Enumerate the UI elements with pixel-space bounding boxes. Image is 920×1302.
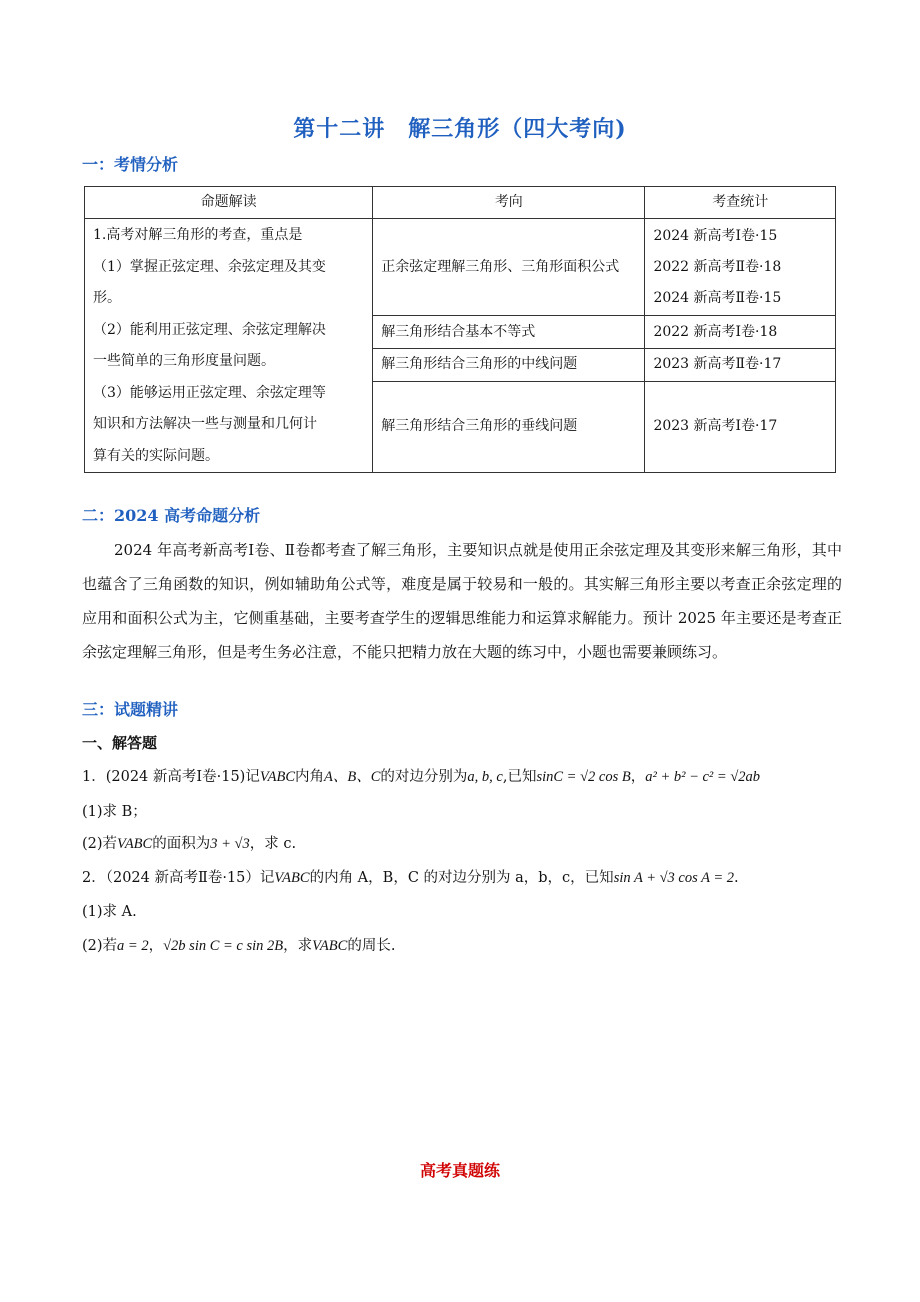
section-heading-analysis: 一：考情分析 (82, 155, 179, 174)
reading-line: （2）能利用正弦定理、余弦定理解决 (93, 321, 326, 338)
reading-line: 1.高考对解三角形的考查，重点是 (93, 227, 303, 243)
question-1 (82, 765, 760, 786)
triangle-label: VABC (312, 938, 348, 954)
section-heading-2024-analysis: 二：2024 高考命题分析 (82, 506, 261, 525)
question-1-text: ,已知 (502, 769, 537, 785)
question-2-part-1: (1)求 A. (82, 904, 137, 920)
part-text: 的面积为 (152, 836, 211, 852)
condition-formula: a = 2 (117, 938, 149, 954)
direction-cell: 正余弦定理解三角形、三角形面积公式 (373, 219, 645, 316)
separator: ， (148, 938, 164, 954)
condition-1-formula: sinC = √2 cos B (536, 769, 631, 785)
question-1-prefix: 1．(2024 新高考Ⅰ卷·15)记 (82, 769, 260, 785)
stats-line: 2024 新高考Ⅰ卷·15 (653, 227, 778, 244)
analysis-table (84, 186, 836, 473)
angle-vars: A、B、C (324, 769, 381, 785)
question-1-part-2 (82, 832, 296, 853)
page-title: 第十二讲 解三角形（四大考向) (293, 116, 627, 142)
part-text: ，求 (283, 938, 313, 954)
part-text: (2)若 (82, 836, 118, 852)
table-header: 考查统计 (645, 187, 836, 219)
table-row (85, 219, 836, 316)
stats-line: 2024 新高考Ⅱ卷·15 (653, 289, 782, 306)
table-header-row (85, 187, 836, 219)
triangle-label: VABC (274, 870, 310, 886)
question-1-part-1: (1)求 B； (82, 804, 147, 820)
exam-practice-link[interactable]: 高考真题练 (419, 1161, 500, 1180)
part-text: ，求 c. (249, 836, 297, 852)
stats-cell: 2022 新高考Ⅰ卷·18 (645, 316, 836, 349)
table-header: 命题解读 (85, 187, 373, 219)
part-text: 的周长. (347, 938, 396, 954)
question-1-text: 内角 (295, 769, 325, 785)
table-header: 考向 (373, 187, 645, 219)
subheading-answer-questions: 一、解答题 (82, 734, 158, 752)
analysis-paragraph: 2024 年高考新高考Ⅰ卷、Ⅱ卷都考查了解三角形，主要知识点就是使用正余弦定理及其变形来解三角形，其中也蕴含了三角函数的知识，例如辅助角公式等，难度是属于较易和一般的。其实解三角形主要以考查正余弦定理的应用和面积公式为主，它侧重基础，主要考查学生的逻辑思维能力和运算求解能力。预计 2025 年主要还是考查正余弦定理解三角形，但是考生务必注意，不能只把精力放在大题的练习中，小题也需要兼顾练习。 (82, 541, 842, 661)
reading-line: 算有关的实际问题。 (93, 447, 219, 464)
separator: ， (630, 769, 646, 785)
proposition-reading-cell (85, 219, 373, 473)
stats-cell (645, 219, 836, 316)
stats-cell: 2023 新高考Ⅱ卷·17 (645, 349, 836, 382)
reading-line: 形。 (93, 290, 121, 306)
stats-cell: 2023 新高考Ⅰ卷·17 (645, 381, 836, 472)
reading-line: （1）掌握正弦定理、余弦定理及其变 (93, 258, 326, 275)
reading-line: 一些简单的三角形度量问题。 (93, 353, 275, 369)
reading-line: （3）能够运用正弦定理、余弦定理等 (93, 384, 326, 401)
condition-formula: sin A + √3 cos A = 2 (613, 870, 735, 886)
stats-line: 2022 新高考Ⅱ卷·18 (653, 258, 782, 275)
direction-cell: 解三角形结合三角形的垂线问题 (373, 381, 645, 472)
part-text: (2)若 (82, 938, 118, 954)
direction-cell: 解三角形结合三角形的中线问题 (373, 349, 645, 382)
condition-formula: √2b sin C = c sin 2B (163, 938, 284, 954)
question-2-prefix: 2．（2024 新高考Ⅱ卷·15）记 (82, 870, 275, 886)
direction-cell: 解三角形结合基本不等式 (373, 316, 645, 349)
question-2-part-2 (82, 934, 395, 955)
question-2-text: 的内角 A，B，C 的对边分别为 a，b，c，已知 (309, 870, 614, 886)
condition-2-formula: a² + b² − c² = √2ab (645, 769, 761, 785)
question-2 (82, 866, 739, 887)
section-heading-examples: 三：试题精讲 (82, 700, 179, 719)
triangle-label: VABC (117, 836, 153, 852)
question-2-end: . (734, 870, 739, 886)
side-vars: a, b, c (467, 769, 503, 785)
area-formula: 3 + √3 (210, 836, 250, 852)
reading-line: 知识和方法解决一些与测量和几何计 (93, 416, 317, 432)
question-1-text: 的对边分别为 (380, 769, 468, 785)
triangle-label: VABC (259, 769, 296, 785)
